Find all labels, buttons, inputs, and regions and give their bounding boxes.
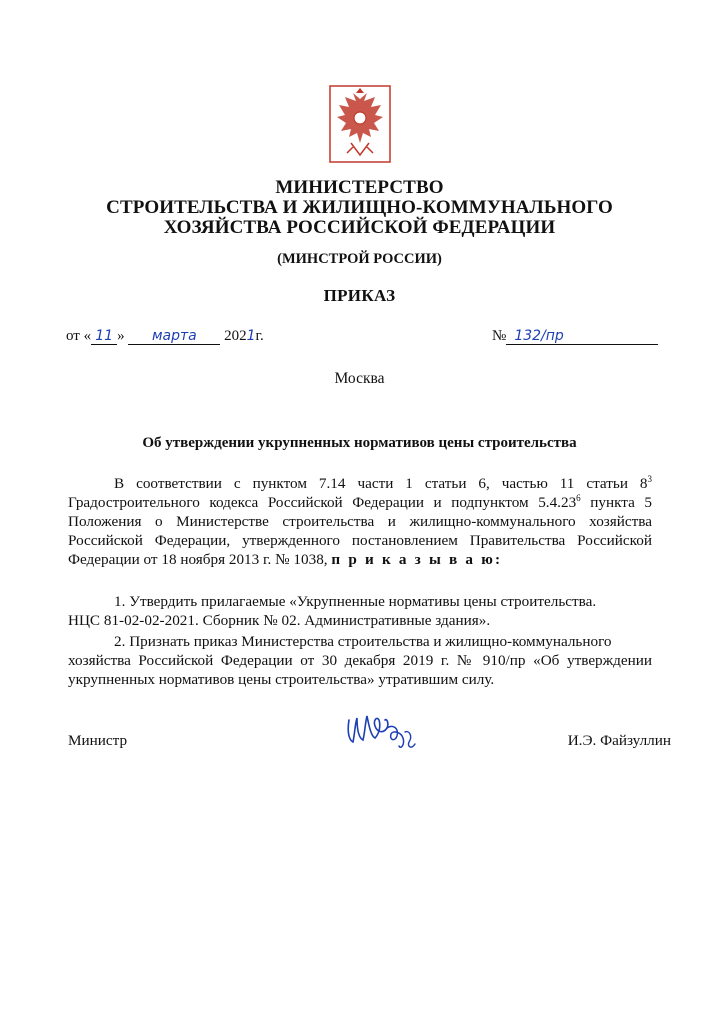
- order-item-1-line-1: 1. Утвердить прилагаемые «Укрупненные нормативы цены строительства.: [114, 593, 597, 610]
- order-number: [492, 328, 658, 345]
- preamble-text-2: Градостроительного кодекса Российской Федерации и подпунктом 5.4.23: [68, 494, 577, 511]
- signatory-name: И.Э. Файзуллин: [567, 732, 671, 749]
- date-year-prefix: 202: [224, 328, 247, 344]
- number-field: [506, 328, 658, 345]
- date-year-digit: 1: [246, 328, 256, 344]
- order-item-1-line-2: НЦС 81-02-02-2021. Сборник № 02. Административные здания».: [68, 612, 491, 629]
- order-item-2-line-1: 2. Признать приказ Министерства строительства и жилищно-коммунального: [114, 633, 612, 650]
- number-value: 132/пр: [514, 328, 564, 344]
- number-prefix: №: [492, 328, 507, 344]
- order-item-2: [68, 632, 652, 689]
- preamble-paragraph: [68, 474, 652, 569]
- date-month: марта: [151, 328, 197, 344]
- ministry-line-1: МИНИСТЕРСТВО: [275, 177, 444, 198]
- preamble-sup-1: 3: [647, 473, 652, 484]
- preamble-sup-2: 6: [576, 492, 581, 503]
- order-date: [66, 328, 264, 345]
- document-type-title: ПРИКАЗ: [323, 286, 396, 305]
- date-month-field: [128, 328, 220, 345]
- date-suffix: г.: [255, 328, 264, 344]
- ministry-line-3: ХОЗЯЙСТВА РОССИЙСКОЙ ФЕДЕРАЦИИ: [163, 217, 556, 238]
- date-prefix: от «: [66, 328, 92, 344]
- order-item-1: [68, 592, 652, 630]
- city: Москва: [334, 370, 385, 387]
- date-day-field: [91, 328, 117, 345]
- russian-coat-of-arms-icon: [329, 85, 391, 163]
- preamble-text-3: пункта 5 Положения о Министерстве строительства и жилищно-коммунального хозяйства Российской Федерации, утвержденного постановлением Правительства Российской Федерации от 18 ноября 2013 г. № 1038,: [68, 494, 652, 568]
- signatory-position: Министр: [68, 732, 128, 749]
- date-mid: »: [117, 328, 125, 344]
- order-item-2-line-2: хозяйства Российской Федерации от 30 декабря 2019 г. № 910/пр «Об утверждении укрупненных нормативов цены строительства» утратившим силу.: [68, 652, 652, 688]
- order-directive: п р и к а з ы в а ю:: [331, 551, 503, 568]
- date-day: 11: [95, 328, 114, 344]
- preamble-text-1: В соответствии с пунктом 7.14 части 1 статьи 6, частью 11 статьи 8: [114, 475, 648, 492]
- handwritten-signature: [343, 706, 423, 754]
- ministry-line-2: СТРОИТЕЛЬСТВА И ЖИЛИЩНО-КОММУНАЛЬНОГО: [106, 197, 613, 218]
- ministry-abbreviation: (МИНСТРОЙ РОССИИ): [277, 251, 442, 267]
- document-subject: Об утверждении укрупненных нормативов цены строительства: [142, 435, 577, 451]
- ministry-name: [0, 178, 719, 238]
